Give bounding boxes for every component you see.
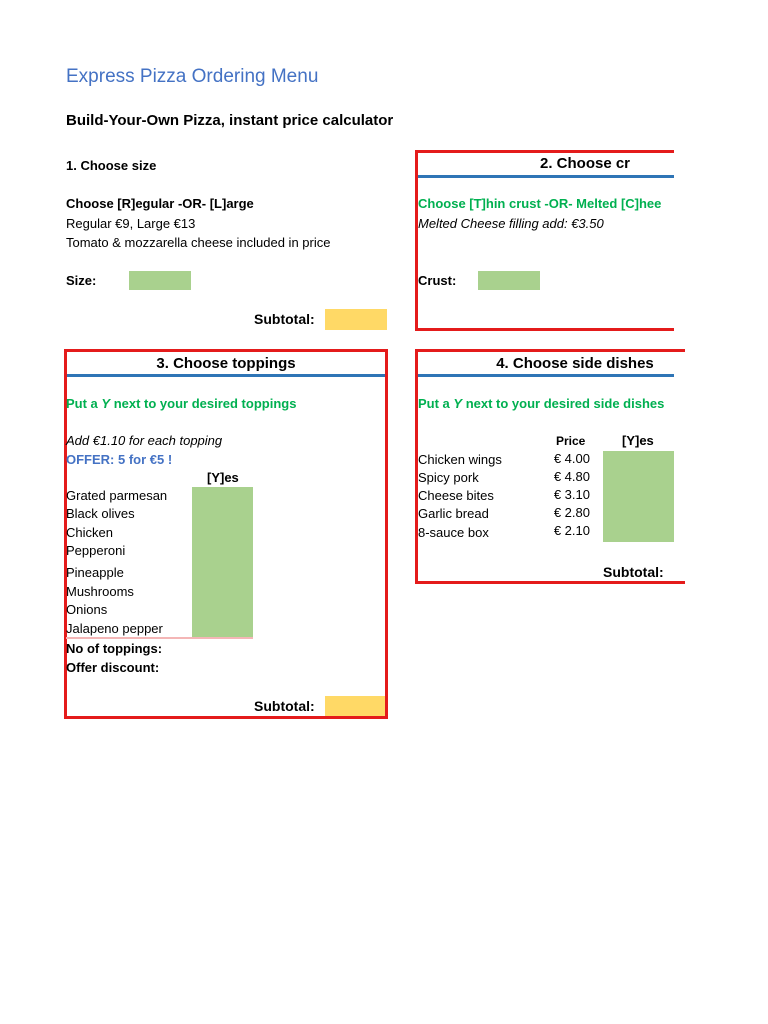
section3-subtotal-label: Subtotal: (254, 698, 315, 714)
topping-item: Grated parmesan (66, 488, 168, 503)
side-dish-name: Chicken wings (418, 452, 502, 467)
section4-instruction: Put a Y next to your desired side dishes (418, 396, 665, 411)
section3-heading: 3. Choose toppings (156, 355, 296, 372)
page-subtitle: Build-Your-Own Pizza, instant price calculator (66, 112, 394, 129)
crust-input[interactable] (478, 271, 540, 290)
side-dish-name: Garlic bread (418, 506, 489, 521)
topping-item: Black olives (66, 506, 135, 521)
section2-rule (418, 175, 674, 178)
section1-prices: Regular €9, Large €13 (66, 216, 196, 231)
side-dish-price: € 4.00 (553, 451, 590, 466)
section2-note: Melted Cheese filling add: €3.50 (418, 216, 604, 231)
side-dish-name: Spicy pork (418, 470, 479, 485)
sides-price-header: Price (556, 434, 586, 448)
topping-item: Mushrooms (66, 584, 134, 599)
topping-price-note: Add €1.10 for each topping (66, 433, 223, 448)
topping-item: Chicken (66, 525, 113, 540)
sides-yes-input[interactable] (603, 451, 674, 542)
side-dish-price: € 2.80 (553, 505, 590, 520)
section4-heading: 4. Choose side dishes (496, 355, 654, 372)
topping-item: Pineapple (66, 565, 124, 580)
size-label: Size: (66, 273, 97, 288)
topping-item: Jalapeno pepper (66, 621, 163, 636)
side-dish-name: 8-sauce box (418, 525, 489, 540)
section3-instruction: Put a Y next to your desired toppings (66, 396, 297, 411)
section1-heading: 1. Choose size (66, 158, 157, 173)
section2-choose: Choose [T]hin crust -OR- Melted [C]hee (418, 196, 662, 211)
section4-rule (418, 374, 674, 377)
section3-subtotal-value (325, 696, 385, 716)
side-dish-price: € 4.80 (553, 469, 590, 484)
section1-subtotal-label: Subtotal: (254, 311, 315, 327)
toppings-yes-header: [Y]es (207, 470, 239, 485)
toppings-divider (66, 637, 253, 639)
page-title: Express Pizza Ordering Menu (66, 66, 319, 87)
toppings-yes-input[interactable] (192, 487, 253, 637)
offer-discount-label: Offer discount: (66, 660, 160, 675)
no-of-toppings-label: No of toppings: (66, 641, 163, 656)
section3-rule (67, 374, 385, 377)
side-dish-price: € 3.10 (553, 487, 590, 502)
section1-subtotal-value (325, 309, 387, 330)
topping-item: Pepperoni (66, 543, 126, 558)
section1-note: Tomato & mozzarella cheese included in price (66, 235, 331, 250)
sides-yes-header: [Y]es (622, 433, 654, 448)
offer-text: OFFER: 5 for €5 ! (66, 452, 173, 467)
topping-item: Onions (66, 602, 108, 617)
section4-subtotal-label: Subtotal: (603, 564, 664, 580)
side-dish-price: € 2.10 (553, 523, 590, 538)
side-dish-name: Cheese bites (418, 488, 494, 503)
section1-choose: Choose [R]egular -OR- [L]arge (66, 196, 254, 211)
size-input[interactable] (129, 271, 191, 290)
crust-label: Crust: (418, 273, 457, 288)
section2-heading: 2. Choose cr (539, 155, 631, 172)
